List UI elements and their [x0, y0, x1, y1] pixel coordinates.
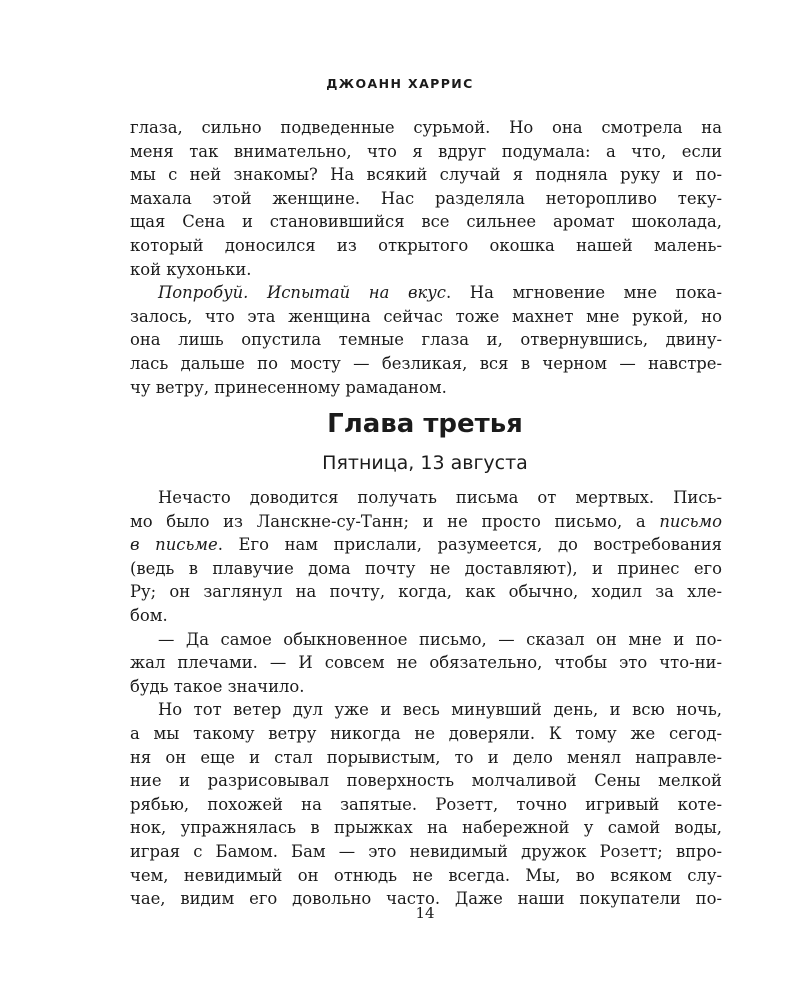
text-line: чу ветру, принесенному рамаданом.	[130, 377, 447, 397]
text-line: кой кухоньки.	[130, 259, 252, 279]
chapter-date: Пятница, 13 августа	[322, 452, 528, 474]
text-line: — Да самое обыкновенное письмо, — сказал он мне и по-	[158, 629, 722, 649]
text-span: . На мгновение мне пока-	[446, 283, 722, 303]
italic-text: Попробуй. Испытай на вкус	[158, 283, 446, 303]
text-line: махала этой женщине. Нас разделяла неторопливо теку-	[130, 188, 722, 208]
text-line: меня так внимательно, что я вдруг подумала: а что, если	[130, 141, 722, 161]
text-line: Нечасто доводится получать письма от мертвых. Пись-	[158, 488, 722, 507]
italic-text: письмо	[659, 511, 722, 531]
running-header: ДЖОАНН ХАРРИС	[326, 76, 474, 91]
text-line	[130, 281, 722, 305]
text-line: жал плечами. — И совсем не обязательно, чтобы это что-ни-	[130, 653, 722, 673]
text-line: который доносился из открытого окошка нашей малень-	[130, 235, 722, 255]
text-line: чае, видим его довольно часто. Даже наши покупатели по-	[130, 889, 722, 909]
text-line: залось, что эта женщина сейчас тоже махнет мне рукой, но	[130, 306, 722, 326]
italic-text: в письме	[130, 535, 218, 555]
paragraph	[130, 116, 722, 281]
text-line: ние и разрисовывал поверхность молчаливой Сены мелкой	[130, 771, 722, 791]
text-line: Ру; он заглянул на почту, когда, как обычно, ходил за хле-	[130, 582, 722, 602]
text-line: Но тот ветер дул уже и весь минувший день, и всю ночь,	[158, 700, 722, 720]
text-line: чем, невидимый он отнюдь не всегда. Мы, во всяком слу-	[130, 865, 722, 885]
text-line: рябью, похожей на запятые. Розетт, точно игривый котe-	[130, 794, 722, 814]
paragraph	[130, 281, 722, 399]
text-line	[130, 533, 722, 557]
text-line: играя с Бамом. Бам — это невидимый дружок Розетт; впро-	[130, 841, 722, 861]
text-line: а мы такому ветру никогда не доверяли. К тому же сегод-	[130, 723, 722, 743]
text-line: нок, упражнялась в прыжках на набережной у самой воды,	[130, 818, 722, 838]
chapter-title: Глава третья	[327, 409, 523, 439]
text-block-before-chapter	[130, 116, 722, 399]
text-line: будь такое значило.	[130, 676, 305, 696]
text-line: она лишь опустила темные глаза и, отвернувшись, двину-	[130, 330, 722, 350]
paragraph	[130, 486, 722, 628]
page-number: 14	[415, 904, 435, 922]
text-line: щая Сена и становившийся все сильнее аромат шоколада,	[130, 212, 722, 232]
text-block-chapter-start	[130, 486, 722, 911]
text-line: лась дальше по мосту — безликая, вся в черном — навстре-	[130, 353, 722, 373]
paragraph	[130, 698, 722, 910]
text-line: бом.	[130, 605, 168, 625]
text-line: глаза, сильно подведенные сурьмой. Но она смотрела на	[130, 118, 722, 137]
paragraph	[130, 628, 722, 699]
text-line: (ведь в плавучие дома почту не доставляют), и принес его	[130, 558, 722, 578]
text-line	[130, 510, 722, 534]
text-line: мы с ней знакомы? На всякий случай я подняла руку и по-	[130, 165, 722, 185]
text-line: ня он еще и стал порывистым, то и дело менял направле-	[130, 747, 722, 767]
text-span: мо было из Ланскне-су-Танн; и не просто письмо, а	[130, 511, 660, 531]
text-span: . Его нам прислали, разумеется, до востребования	[217, 535, 722, 555]
